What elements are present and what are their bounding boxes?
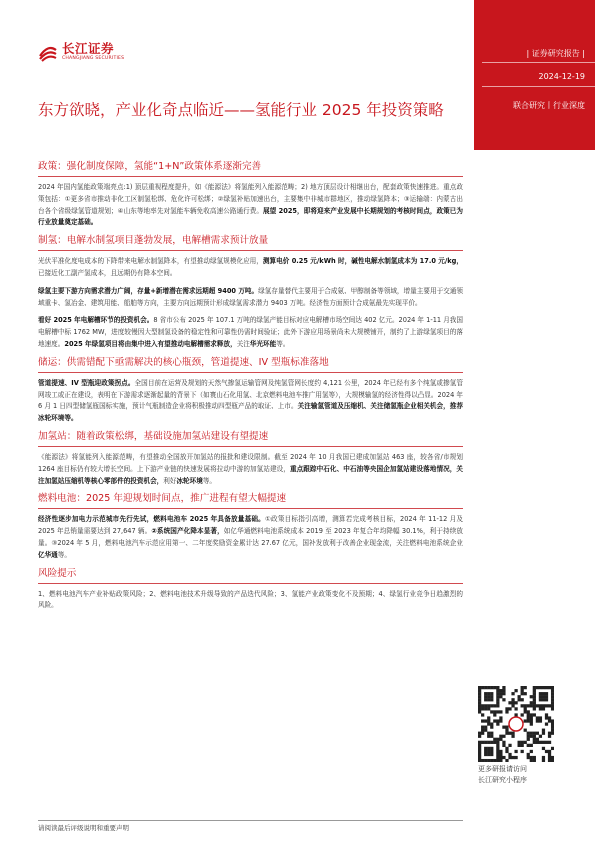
header-divider bbox=[482, 86, 595, 87]
emphasis-text: 看好 2025 年电解槽环节的投资机会。 bbox=[38, 316, 154, 325]
brand-logo bbox=[38, 42, 124, 62]
qr-caption bbox=[478, 764, 527, 786]
section-heading: 制氢：电解水制氢项目蓬勃发展，电解槽需求预计放量 bbox=[38, 235, 463, 251]
report-type: 联合研究丨行业深度 bbox=[513, 101, 585, 110]
body-text: 《能源法》将氢能列入能源范畴，有望推动全国放开加氢站的报批和建设限制。截至 2024 年 10 月我国已建成加氢站 463 座，较各省/市规划 1264 座目标仍有较大增长空间。上下游产业链的快速发展将拉动中游的加氢站建设， bbox=[38, 452, 463, 473]
emphasis-text: 管道提速、IV 型瓶迎政策拐点。 bbox=[38, 378, 135, 387]
body-text: 已接近化工副产氢成本，且远期仍有降本空间。 bbox=[38, 268, 177, 277]
emphasis-text: 2025 年绿氢项目将由集中进入有望推动电解槽需求释放， bbox=[64, 339, 237, 348]
emphasis-text: 关注输氢管道及压缩机、关注储氢瓶企业相关机会，推荐冰轮环境等。 bbox=[38, 402, 463, 423]
body-text: 1、燃料电池汽车产业补贴政策风险；2、燃料电池技术升级导致的产品迭代风险；3、氢能产业政策变化不及预期；4、绿氢行业竞争日趋激烈的风险。 bbox=[38, 589, 463, 610]
body-text: 利好 bbox=[163, 476, 177, 485]
section-paragraph bbox=[38, 256, 463, 280]
report-date: 2024-12-19 bbox=[538, 72, 585, 81]
emphasis-text: 展望 2025，即将迎来产业发展中长期规划的考核时间点，政策已为行业放量奠定基础。 bbox=[38, 206, 463, 227]
body-text: 8 省市公布 2025 年 107.1 万吨的绿氢产能目标对应电解槽市场空间达 402 亿元。2024 年 1-11 月我国电解槽中标 1762 MW，进度较慢因大型制氢设备的稳定性和可靠性仍需时间验证；此外下游应用场景尚未大规模铺开，制约了上游绿氢项目的落地速度。 bbox=[38, 316, 463, 348]
body-text: 绿氢存量替代主要用于合成氨、甲醇制备等领域，增量主要用于交通领域重卡、氢冶金、建筑用能、船舶等方向，主要方向远期预计形成绿氢需求潜力 9403 万吨。经济性方面预计合成氨最先实现平价。 bbox=[38, 286, 464, 307]
emphasis-text: 测算电价 0.25 元/kWh 时，碱性电解水制氢成本为 17.0 元/kg， bbox=[262, 257, 464, 266]
body-text: 如亿华通燃料电池系统成本 2019 至 2023 年复合年均降幅 30.1%，利于持续放量。③2024 年 5 月，燃料电池汽车示范应用第一、二年度奖励资金累计达 27.67 亿元，国补发放利于改善企业现金流，关注燃料电池系统企业 bbox=[38, 527, 463, 547]
qr-caption-line: 长江研究小程序 bbox=[478, 776, 527, 784]
header-divider bbox=[482, 62, 595, 63]
body-text: ①政策目标指引高增，测算若完成考核目标，2024 年 11-12 月及 2025 年总销量需要达到 27,647 辆。 bbox=[38, 515, 463, 536]
section-paragraph bbox=[38, 378, 463, 425]
emphasis-text: 亿华通 bbox=[38, 550, 58, 559]
body-text: 等。 bbox=[276, 339, 290, 348]
body-text: 等。 bbox=[57, 550, 71, 559]
changjiang-logo-icon bbox=[38, 42, 58, 62]
qr-code-icon[interactable] bbox=[478, 686, 554, 762]
logo-name: 长江证券 bbox=[62, 41, 115, 56]
body-text: 全国目前在运营及规划的天然气掺氢运输管网及纯氢管网长度约 4,121 公里，2024 年已经有多个纯氢或掺氢管网竣工或正在建设，表明在下游需求逐渐起量的背景下（如寰山石化用氢、北京燃料电池车推广用氢等），大规模输氢的经济性得以凸显。2024 年 6 月 1 日四型储氢瓶国标实施，预计气瓶制造企业将积极推动四型瓶产品的取证、上市。 bbox=[38, 378, 463, 411]
section-heading: 燃料电池：2025 年迎规划时间点，推广进程有望大幅提速 bbox=[38, 493, 463, 509]
section-heading: 储运：供需错配下亟需解决的核心瓶颈，管道提速、IV 型瓶标准落地 bbox=[38, 357, 463, 373]
footer-divider bbox=[38, 820, 463, 821]
logo-name-en: CHANGJIANG SECURITIES bbox=[62, 56, 125, 61]
report-body bbox=[38, 161, 463, 618]
header-panel bbox=[474, 0, 595, 150]
body-text: 关注 bbox=[236, 339, 250, 348]
body-text: 光伏平准化度电成本的下降带来电解水制氢降本，有望推动绿氢规模化应用， bbox=[38, 257, 263, 266]
section-heading: 加氢站：随着政策松绑，基础设施加氢站建设有望提速 bbox=[38, 431, 463, 447]
emphasis-text: 冰轮环境 bbox=[176, 476, 203, 485]
footer-note: 请阅读最后评级说明和重要声明 bbox=[38, 824, 129, 832]
report-title: 东方欲晓，产业化奇点临近——氢能行业 2025 年投资策略 bbox=[38, 101, 444, 119]
section-paragraph bbox=[38, 589, 463, 613]
report-kind: | 证券研究报告 | bbox=[526, 49, 585, 58]
body-text: 等。 bbox=[202, 476, 217, 485]
section-paragraph bbox=[38, 315, 463, 350]
section-paragraph bbox=[38, 286, 463, 310]
emphasis-text: ②系统国产化降本显著， bbox=[151, 527, 224, 536]
section-paragraph bbox=[38, 452, 463, 487]
section-heading: 风险提示 bbox=[38, 568, 463, 584]
section-paragraph bbox=[38, 182, 463, 229]
section-paragraph bbox=[38, 514, 463, 561]
emphasis-text: 经济性逐步加电力示范城市先行先试，燃料电池车 2025 年具备放量基础。 bbox=[38, 515, 265, 524]
emphasis-text: 绿氢主要下游方向需求潜力广阔，存量+新增潜在需求远期超 9400 万吨。 bbox=[38, 286, 259, 295]
qr-caption-line: 更多研报请访问 bbox=[478, 765, 527, 773]
section-heading: 政策：强化制度保障，氢能“1+N”政策体系逐渐完善 bbox=[38, 161, 463, 177]
emphasis-text: 重点跟踪中石化、中石油等央国企加氢站建设落地情况，关注加氢站压缩机等核心零部件的投资机会， bbox=[38, 464, 464, 485]
body-text: 2024 年国内氢能政策端亮点:1) 顶层重视程度提升，如《能源法》将氢能列入能源范畴；2) 地方顶层设计相继出台，配套政策快速推进。重点政策包括：①更多省市推动非化工区制氢松绑、危化许可松绑；②绿氢补贴加速出台，主要集中非城市群地区，推动绿氢降本；③运输端：内蒙古出台各个省级绿氢管道规划；④山东等地率先对氢能车辆免收高速公路通行费。 bbox=[38, 183, 463, 215]
emphasis-text: 华光环能 bbox=[249, 339, 277, 348]
